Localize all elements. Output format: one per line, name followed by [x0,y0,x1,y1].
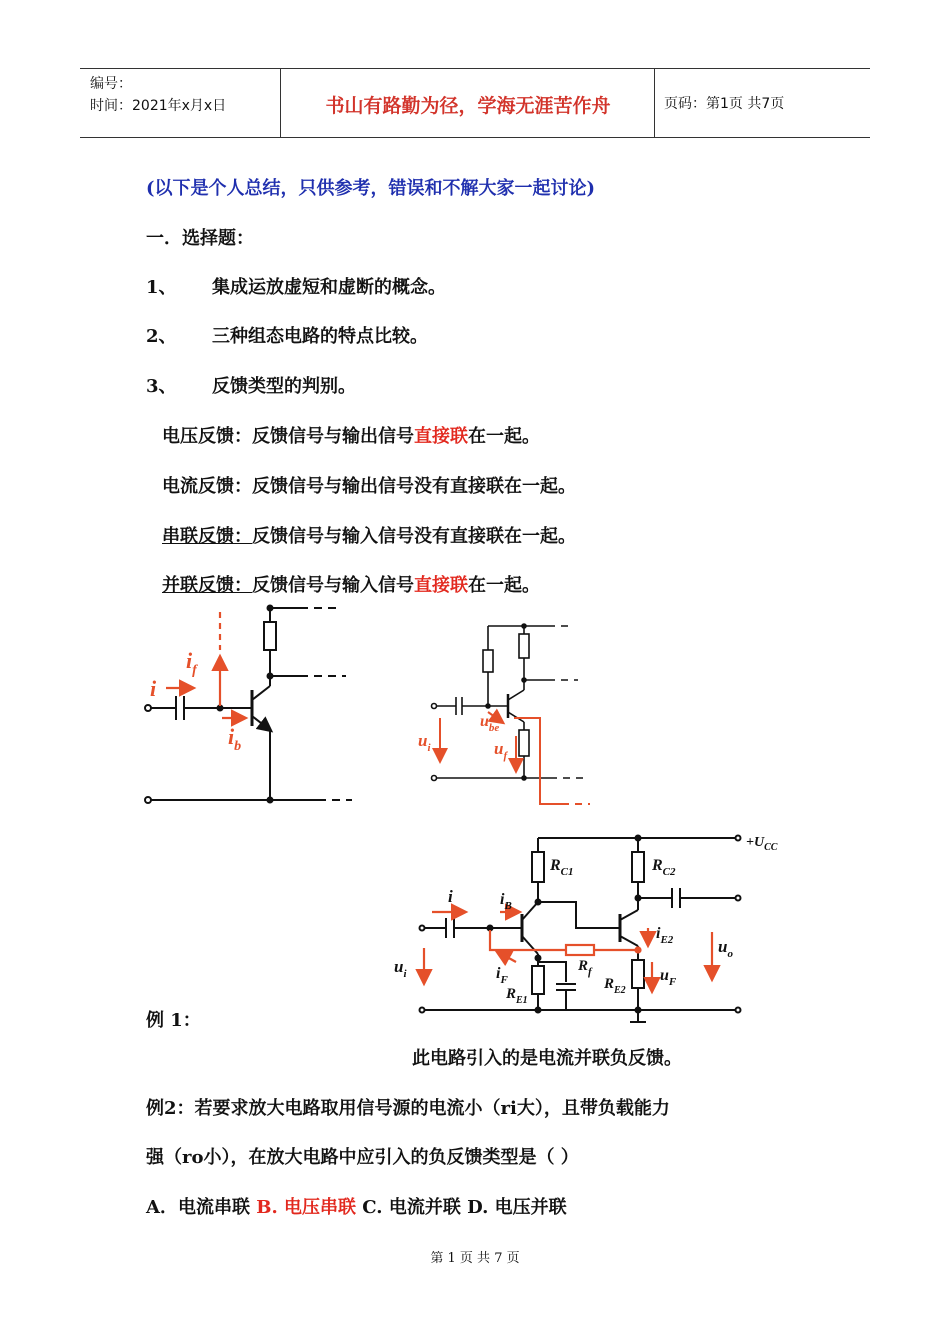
label-rc2: $R_{C2}$ [652,857,676,878]
motto: 书山有路勤为径，学海无涯苦作舟 [325,95,611,117]
definition-highlight: 直接联 [414,426,468,447]
page-footer: 第 1 页 共 7 页 [430,1251,520,1266]
option-c: C. 电流并联 [362,1197,461,1218]
example2-line2: 强（ro小），在放大电路中应引入的负反馈类型是（ ） [146,1147,579,1168]
code-label: 编号： [90,76,132,92]
label-ui: $u_i$ [394,957,407,980]
definition-highlight: 直接联 [414,575,468,596]
note: (以下是个人总结，只供参考，错误和不解大家一起讨论) [146,178,596,199]
labels-2 [418,713,508,762]
label-ie2: $i_{E2}$ [656,925,674,946]
circuit-series-feedback [432,624,587,781]
label-if: $i_f$ [186,648,197,678]
label-rf: $R_f$ [578,958,592,978]
label-if: $i_F$ [496,965,508,986]
feedback-markers-2 [440,712,590,804]
example2-options [146,1193,567,1219]
definition-text: 反馈信号与输入信号 [252,575,414,596]
option-d: D. 电压并联 [467,1197,567,1218]
label-uo: $u_o$ [718,937,733,960]
label-i: i [448,887,453,906]
label-i: i [150,676,157,701]
definition-text: 反馈信号与输出信号 [252,426,414,447]
definition-text: 反馈信号与输入信号没有直接联在一起。 [252,526,576,547]
definition-term: 串联反馈： [162,526,252,547]
definition-term: 电流反馈： [162,476,252,497]
label-re2: $R_{E2}$ [604,976,626,996]
label-ui: $u_i$ [418,731,431,754]
item-number: 2、 [146,326,177,347]
item-number: 1、 [146,277,177,298]
label-ib: $i_B$ [500,891,512,912]
feedback-markers-1 [166,612,244,718]
option-a: A．电流串联 [146,1197,250,1218]
example1-label: 例 1： [146,1010,201,1031]
example1-conclusion: 此电路引入的是电流并联负反馈。 [412,1048,682,1069]
label-uf: $u_f$ [494,739,508,762]
label-re1: $R_{E1}$ [506,986,528,1006]
item-number: 3、 [146,376,177,397]
date-label: 时间：2021年x月x日 [90,98,227,114]
labels-3 [394,835,778,1006]
label-uf: $u_F$ [660,967,677,988]
example2-line1: 例2：若要求放大电路取用信号源的电流小（ri大），且带负载能力 [146,1098,670,1119]
definition-text: 反馈信号与输出信号没有直接联在一起。 [252,476,576,497]
definition-text: 在一起。 [468,575,540,596]
item-text: 三种组态电路的特点比较。 [212,326,428,347]
definition-term: 并联反馈： [162,575,252,596]
item-text: 反馈类型的判别。 [212,376,356,397]
section-title: 一．选择题： [146,228,254,249]
definition-term: 电压反馈： [162,426,252,447]
label-vcc: $+U_{CC}$ [746,835,778,853]
label-rc1: $R_{C1}$ [550,857,574,878]
option-b: B. 电压串联 [256,1197,356,1218]
circuit-two-stage [420,836,741,1023]
page-info: 页码：第1页 共7页 [664,96,785,112]
item-text: 集成运放虚短和虚断的概念。 [212,277,446,298]
label-ib: $i_b$ [228,724,242,754]
label-ube: $u_{be}$ [480,713,500,734]
circuit-shunt-feedback [145,606,352,804]
labels-1 [150,648,241,754]
definition-text: 在一起。 [468,426,540,447]
